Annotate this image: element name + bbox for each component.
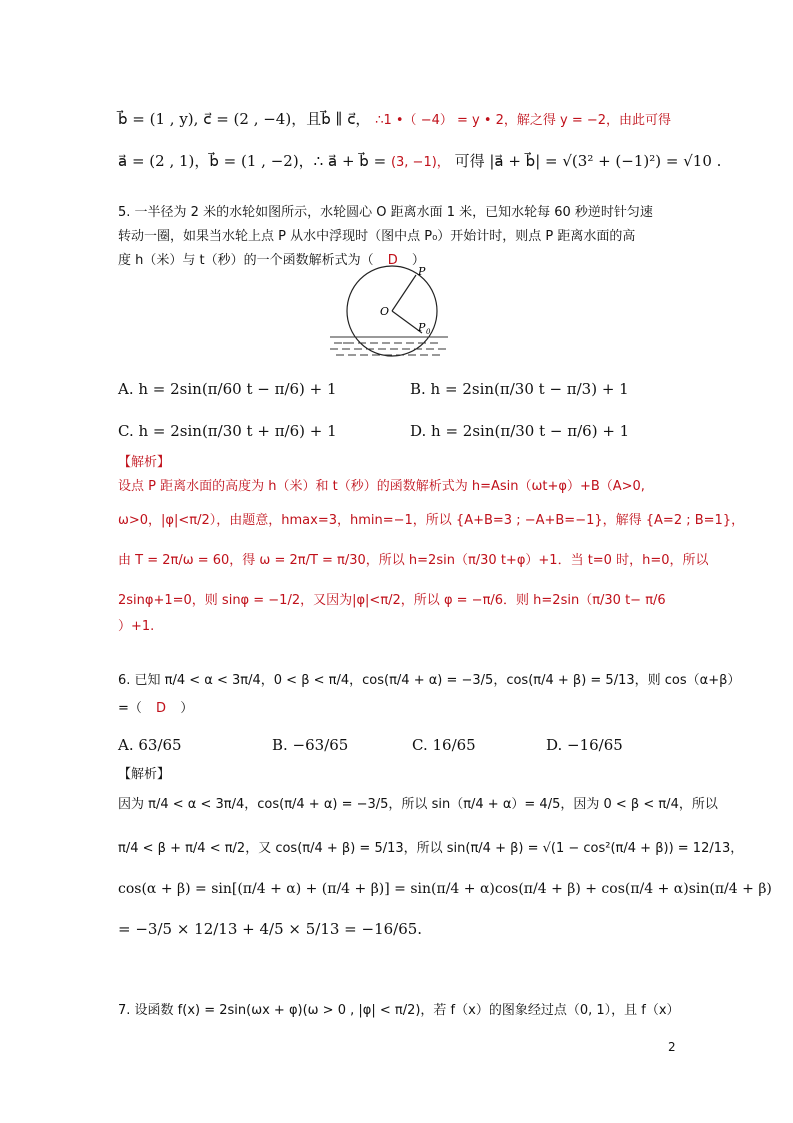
- line-vectors-2: [118, 150, 721, 174]
- s6-line-3: cos(α + β) = sin[(π/4 + α) + (π/4 + β)] = sin(π/4 + α)cos(π/4 + β) + cos(π/4 + α)sin(π/4 + β): [118, 881, 772, 897]
- analysis-heading-6: 【解析】: [118, 767, 171, 782]
- q6-answer: D: [156, 701, 167, 716]
- q5-line-1: 5. 一半径为 2 米的水轮如图所示，水轮圆心 O 距离水面 1 米，已知水轮每 60 秒逆时针匀速: [118, 205, 653, 220]
- label-p0: P: [418, 321, 426, 334]
- q6-option-c: C. 16/65: [412, 736, 476, 754]
- q5-answer: D: [387, 253, 398, 268]
- vectors-given: b⃗ = (1 , y), c⃗ = (2 , −4)，且b⃗ ∥ c⃗，: [118, 110, 371, 128]
- magnitude: 可得 |a⃗ + b⃗| = √(3² + (−1)²) = √10 .: [454, 152, 722, 170]
- q6-line-1: 6. 已知 π/4 < α < 3π/4，0 < β < π/4，cos(π/4 + α) = −3/5，cos(π/4 + β) = 5/13，则 cos（α+β）: [118, 673, 741, 688]
- s5-line-1: 设点 P 距离水面的高度为 h（米）和 t（秒）的函数解析式为 h=Asin（ωt+φ）+B（A>0,: [118, 479, 645, 494]
- vectors-sum: a⃗ = (2 , 1)，b⃗ = (1 , −2)，∴ a⃗ + b⃗ =: [118, 152, 387, 170]
- label-p: P: [418, 265, 426, 278]
- page-number: 2: [668, 1040, 676, 1054]
- radius-op: [392, 275, 416, 311]
- q6-eq: =（: [118, 701, 142, 716]
- s5-line-4: 2sinφ+1=0，则 sinφ = −1/2，又因为|φ|<π/2，所以 φ = −π/6．则 h=2sin（π/30 t− π/6: [118, 593, 666, 608]
- q5-stem-end: 度 h（米）与 t（秒）的一个函数解析式为（: [118, 253, 374, 268]
- q6-line-2: [118, 698, 193, 720]
- s6-line-1: 因为 π/4 < α < 3π/4，cos(π/4 + α) = −3/5，所以 sin（π/4 + α）= 4/5，因为 0 < β < π/4，所以: [118, 797, 718, 812]
- s5-line-5: ）+1.: [118, 619, 155, 634]
- q7-line-1: 7. 设函数 f(x) = 2sin(ωx + φ)(ω > 0 , |φ| < π/2)，若 f（x）的图象经过点（0, 1），且 f（x）: [118, 1003, 680, 1018]
- water-surface: [330, 337, 448, 355]
- q6-option-a: A. 63/65: [118, 736, 182, 754]
- q5-line-2: 转动一圈，如果当水轮上点 P 从水中浮现时（图中点 P₀）开始计时，则点 P 距离水面的高: [118, 229, 636, 244]
- label-o: O: [380, 305, 390, 318]
- analysis-heading-5: 【解析】: [118, 455, 171, 470]
- water-wheel-figure: [330, 265, 450, 370]
- q6-paren: ）: [180, 701, 194, 716]
- q6-option-d: D. −16/65: [546, 736, 623, 754]
- sum-result: (3, −1)，: [390, 155, 450, 170]
- label-p0-sub: 0: [426, 328, 431, 336]
- s6-line-4: = −3/5 × 12/13 + 4/5 × 5/13 = −16/65.: [118, 920, 423, 938]
- q5-paren: ）: [411, 253, 425, 268]
- s5-line-2: ω>0，|φ|<π/2），由题意，hmax=3，hmin=−1，所以 {A+B=3 ; −A+B=−1}，解得 {A=2 ; B=1}，: [118, 513, 745, 528]
- s5-line-3: 由 T = 2π/ω = 60，得 ω = 2π/T = π/30，所以 h=2sin（π/30 t+φ）+1．当 t=0 时，h=0，所以: [118, 553, 709, 568]
- q5-option-b: B. h = 2sin(π/30 t − π/3) + 1: [410, 380, 629, 398]
- q5-option-a: A. h = 2sin(π/60 t − π/6) + 1: [118, 380, 337, 398]
- q6-option-b: B. −63/65: [272, 736, 349, 754]
- q5-option-d: D. h = 2sin(π/30 t − π/6) + 1: [410, 422, 630, 440]
- line-vectors-1: [118, 108, 671, 132]
- q5-option-c: C. h = 2sin(π/30 t + π/6) + 1: [118, 422, 337, 440]
- s6-line-2: π/4 < β + π/4 < π/2，又 cos(π/4 + β) = 5/13，所以 sin(π/4 + β) = √(1 − cos²(π/4 + β)) = 12/13，: [118, 841, 744, 856]
- solve-y: ∴1 •（ −4） = y • 2，解之得 y = −2，由此可得: [375, 113, 672, 128]
